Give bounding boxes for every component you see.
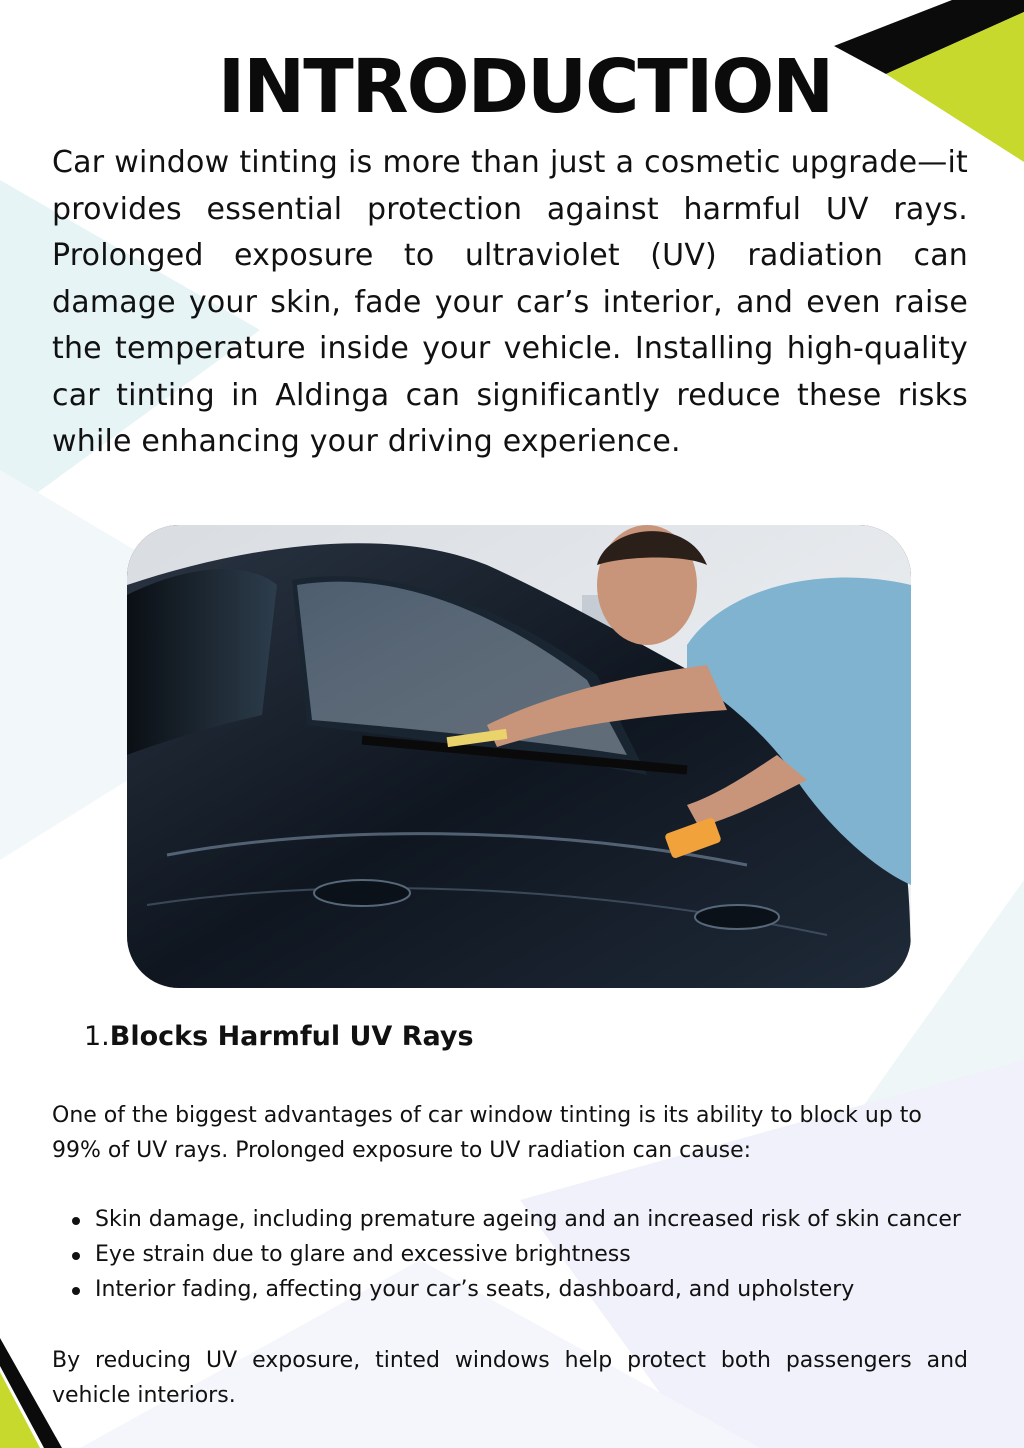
page-title: INTRODUCTION <box>217 44 833 130</box>
section-heading-text: Blocks Harmful UV Rays <box>109 1021 474 1052</box>
intro-paragraph: Car window tinting is more than just a cosmetic upgrade—it provides essential protection against harmful UV rays. Prolonged exposure to ultraviolet (UV) radiation can damage your skin, fade your car’s interior, and even raise the temperature inside your vehicle. Installing high-quality car tinting in Aldinga can significantly reduce these risks while enhancing your driving experience. <box>52 145 968 459</box>
list-item: Skin damage, including premature ageing and an increased risk of skin cancer <box>52 1202 968 1237</box>
list-item: Interior fading, affecting your car’s seats, dashboard, and upholstery <box>52 1272 968 1307</box>
bullet-dot-icon <box>72 1287 80 1295</box>
list-item: Eye strain due to glare and excessive brightness <box>52 1237 968 1272</box>
bullet-dot-icon <box>72 1252 80 1260</box>
photo-illustration <box>127 525 911 988</box>
section-heading <box>84 1017 474 1057</box>
bullet-dot-icon <box>72 1217 80 1225</box>
car-tinting-photo <box>127 525 911 988</box>
bullet-list <box>52 1202 968 1307</box>
section-number: 1. <box>84 1021 110 1052</box>
closing-paragraph: By reducing UV exposure, tinted windows help protect both passengers and vehicle interiors. <box>52 1348 968 1408</box>
section-paragraph: One of the biggest advantages of car window tinting is its ability to block up to 99% of UV rays. Prolonged exposure to UV radiation can cause: <box>52 1103 922 1163</box>
